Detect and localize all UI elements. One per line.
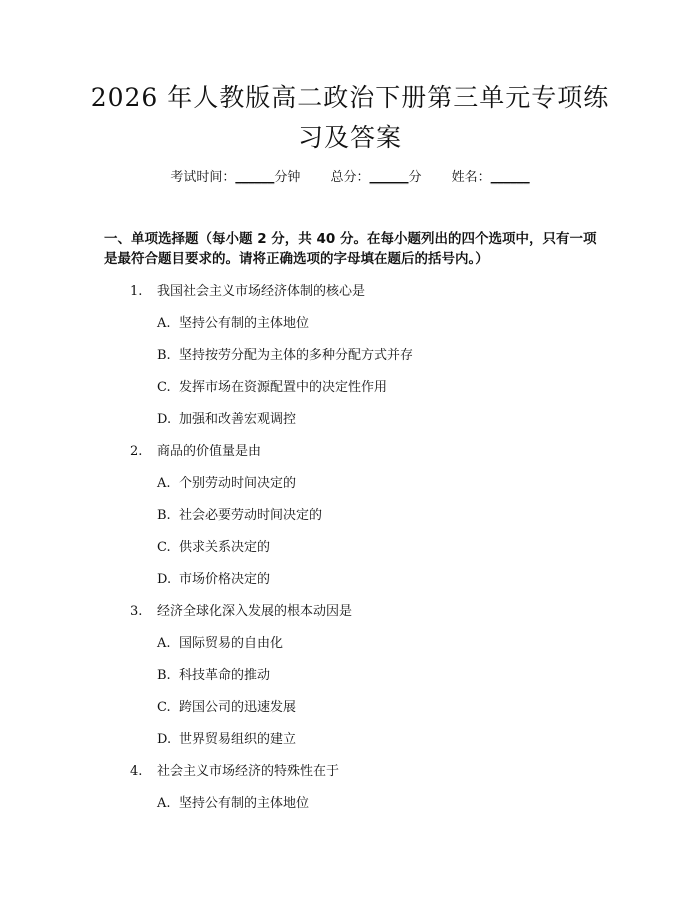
option-letter: D.: [157, 572, 172, 587]
option-text: 坚持按劳分配为主体的多种分配方式并存: [179, 348, 414, 363]
question-4: [0, 762, 700, 794]
option-letter: C.: [157, 380, 171, 395]
student-name-field: [452, 170, 530, 185]
exam-time-blank: ______: [235, 170, 275, 185]
option-text: 世界贸易组织的建立: [179, 732, 297, 747]
question-2-option-c: [0, 538, 700, 570]
question-1-option-d: [0, 410, 700, 442]
question-stem: 社会主义市场经济的特殊性在于: [157, 764, 340, 779]
option-letter: D.: [157, 732, 172, 747]
question-number: 4.: [130, 764, 143, 779]
total-score-label: 总分：: [330, 170, 370, 185]
option-text: 加强和改善宏观调控: [179, 412, 297, 427]
option-letter: B.: [157, 348, 171, 363]
option-letter: C.: [157, 540, 171, 555]
option-letter: A.: [157, 316, 171, 331]
option-text: 发挥市场在资源配置中的决定性作用: [179, 380, 388, 395]
question-stem: 我国社会主义市场经济体制的核心是: [157, 284, 366, 299]
question-3: [0, 602, 700, 634]
option-text: 跨国公司的迅速发展: [179, 700, 297, 715]
question-2: [0, 442, 700, 474]
question-4-option-a: [0, 794, 700, 826]
question-list: [0, 282, 700, 826]
section-heading: 一、单项选择题（每小题 2 分，共 40 分。在每小题列出的四个选项中，只有一项是最符合题目要求的。请将正确选项的字母填在题后的括号内。）: [104, 231, 597, 267]
question-1-option-c: [0, 378, 700, 410]
option-letter: D.: [157, 412, 172, 427]
exam-time-label: 考试时间：: [170, 170, 236, 185]
option-letter: C.: [157, 700, 171, 715]
question-2-option-b: [0, 506, 700, 538]
exam-time-field: [170, 170, 300, 185]
question-number: 3.: [130, 604, 143, 619]
question-3-option-a: [0, 634, 700, 666]
option-text: 坚持公有制的主体地位: [179, 796, 310, 811]
option-text: 国际贸易的自由化: [179, 636, 284, 651]
total-score-blank: ______: [369, 170, 409, 185]
question-3-option-c: [0, 698, 700, 730]
exam-time-unit: 分钟: [274, 170, 301, 185]
question-number: 1.: [130, 284, 143, 299]
question-2-option-d: [0, 570, 700, 602]
option-letter: B.: [157, 508, 171, 523]
option-text: 科技革命的推动: [179, 668, 271, 683]
student-name-blank: ______: [490, 170, 530, 185]
question-1-option-b: [0, 346, 700, 378]
option-letter: B.: [157, 668, 171, 683]
question-3-option-b: [0, 666, 700, 698]
option-letter: A.: [157, 476, 171, 491]
option-text: 供求关系决定的: [179, 540, 271, 555]
option-letter: A.: [157, 636, 171, 651]
option-text: 社会必要劳动时间决定的: [179, 508, 323, 523]
student-name-label: 姓名：: [451, 170, 491, 185]
question-stem: 商品的价值量是由: [157, 444, 262, 459]
question-number: 2.: [130, 444, 143, 459]
document-title: 2026 年人教版高二政治下册第三单元专项练习及答案: [90, 83, 610, 152]
exam-info-line: [0, 168, 700, 188]
option-text: 坚持公有制的主体地位: [179, 316, 310, 331]
option-text: 市场价格决定的: [179, 572, 271, 587]
question-2-option-a: [0, 474, 700, 506]
total-score-unit: 分: [408, 170, 422, 185]
option-letter: A.: [157, 796, 171, 811]
total-score-field: [330, 170, 421, 185]
question-stem: 经济全球化深入发展的根本动因是: [157, 604, 353, 619]
option-text: 个别劳动时间决定的: [179, 476, 297, 491]
question-1: [0, 282, 700, 314]
question-3-option-d: [0, 730, 700, 762]
question-1-option-a: [0, 314, 700, 346]
